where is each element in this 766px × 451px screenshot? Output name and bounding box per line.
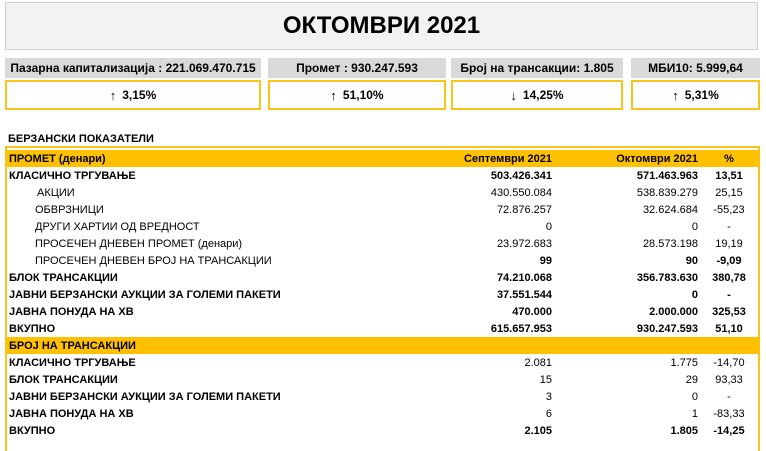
row-percent: 19,19 <box>715 237 743 250</box>
row-percent: - <box>727 288 731 301</box>
row-percent: -83,33 <box>713 407 745 420</box>
row-value: 74.210.068 <box>496 271 552 284</box>
row-percent: 380,78 <box>712 271 746 284</box>
row-percent: -14,70 <box>713 356 745 369</box>
row-label: БЛОК ТРАНСАКЦИИ <box>9 271 118 284</box>
row-value: 1 <box>691 407 698 420</box>
row-percent: 51,10 <box>715 322 743 335</box>
row-value: 37.551.544 <box>496 288 552 301</box>
row-value: 430.550.084 <box>490 186 552 199</box>
market-cap-label: Пазарна капитализација : 221.069.470.715 <box>5 58 261 78</box>
header-cell: ПРОМЕТ (денари) <box>7 150 364 167</box>
table-row <box>7 286 760 303</box>
row-value: 29 <box>685 373 698 386</box>
transactions-label: Број на трансакции: 1.805 <box>451 58 623 78</box>
row-value: 0 <box>691 220 698 233</box>
arrow-down-icon: ↓ <box>510 87 517 103</box>
row-percent: -55,23 <box>713 203 745 216</box>
arrow-up-icon: ↑ <box>330 87 337 103</box>
row-value: 2.000.000 <box>649 305 698 318</box>
row-label: БЛОК ТРАНСАКЦИИ <box>9 373 118 386</box>
table-row <box>7 218 760 235</box>
row-value: 538.839.279 <box>636 186 698 199</box>
row-value: 503.426.341 <box>490 169 552 182</box>
row-percent: - <box>727 220 731 233</box>
row-value: 72.876.257 <box>496 203 552 216</box>
turnover-change <box>268 80 446 110</box>
table-row <box>7 184 760 201</box>
row-value: 0 <box>691 390 698 403</box>
row-label: ОБВРЗНИЦИ <box>35 203 104 216</box>
turnover-change-value: 51,10% <box>342 88 384 102</box>
row-value: 0 <box>545 220 552 233</box>
row-label: ЈАВНИ БЕРЗАНСКИ АУКЦИИ ЗА ГОЛЕМИ ПАКЕТИ <box>9 390 281 403</box>
table-row <box>7 252 760 269</box>
header-cell: % <box>698 150 760 167</box>
turnover-label: Промет : 930.247.593 <box>268 58 446 78</box>
row-value: 99 <box>539 254 552 267</box>
arrow-up-icon: ↑ <box>109 87 117 103</box>
row-value: 3 <box>545 390 552 403</box>
turnover-header-row <box>7 150 760 167</box>
row-percent: 13,51 <box>715 169 743 182</box>
indicators-table <box>7 150 760 439</box>
transactions-header-row <box>7 337 760 354</box>
arrow-up-icon: ↑ <box>672 87 679 103</box>
row-value: 571.463.963 <box>636 169 698 182</box>
table-row <box>7 354 760 371</box>
row-label: ВКУПНО <box>9 424 56 437</box>
row-label: КЛАСИЧНО ТРГУВАЊЕ <box>9 169 136 182</box>
table-row-total <box>7 422 760 439</box>
row-label: ВКУПНО <box>9 322 56 335</box>
row-label: ЈАВНИ БЕРЗАНСКИ АУКЦИИ ЗА ГОЛЕМИ ПАКЕТИ <box>9 288 281 301</box>
table-row <box>7 235 760 252</box>
row-value: 1.805 <box>670 424 698 437</box>
market-cap-change <box>5 80 261 110</box>
row-value: 23.972.683 <box>496 237 552 250</box>
row-value: 356.783.630 <box>636 271 698 284</box>
row-value: 930.247.593 <box>636 322 698 335</box>
row-value: 15 <box>539 373 552 386</box>
table-row-total <box>7 320 760 337</box>
table-row <box>7 167 760 184</box>
row-value: 470.000 <box>512 305 552 318</box>
mbi10-label: МБИ10: 5.999,64 <box>631 58 760 78</box>
mbi10-change-value: 5,31% <box>684 88 719 102</box>
row-label: КЛАСИЧНО ТРГУВАЊЕ <box>9 356 136 369</box>
table-row <box>7 405 760 422</box>
row-label: АКЦИИ <box>37 186 75 199</box>
row-value: 2.081 <box>524 356 552 369</box>
market-cap-change-value: 3,15% <box>122 88 157 102</box>
row-value: 90 <box>685 254 698 267</box>
table-row <box>7 371 760 388</box>
table-row <box>7 388 760 405</box>
row-percent: 25,15 <box>715 186 743 199</box>
transactions-change-value: 14,25% <box>522 88 564 102</box>
row-percent: -14,25 <box>713 424 745 437</box>
header-cell: БРОЈ НА ТРАНСАКЦИИ <box>7 337 364 354</box>
row-value: 32.624.684 <box>642 203 698 216</box>
row-label: ЈАВНА ПОНУДА НА ХВ <box>9 305 134 318</box>
row-value: 0 <box>691 288 698 301</box>
table-row <box>7 269 760 286</box>
header-cell: Октомври 2021 <box>552 150 698 167</box>
table-row <box>7 303 760 320</box>
table-row <box>7 201 760 218</box>
row-label: ПРОСЕЧЕН ДНЕВЕН БРОЈ НА ТРАНСАКЦИИ <box>35 254 272 267</box>
row-label: ДРУГИ ХАРТИИ ОД ВРЕДНОСТ <box>35 220 200 233</box>
row-percent: 325,53 <box>712 305 746 318</box>
row-value: 6 <box>545 407 552 420</box>
transactions-change <box>451 80 623 110</box>
row-value: 615.657.953 <box>490 322 552 335</box>
row-percent: 93,33 <box>715 373 743 386</box>
row-value: 28.573.198 <box>642 237 698 250</box>
row-label: ПРОСЕЧЕН ДНЕВЕН ПРОМЕТ (денари) <box>35 237 243 250</box>
mbi10-change <box>631 80 760 110</box>
section-title: БЕРЗАНСКИ ПОКАЗАТЕЛИ <box>8 133 154 145</box>
row-label: ЈАВНА ПОНУДА НА ХВ <box>9 407 134 420</box>
header-cell: Септември 2021 <box>364 150 552 167</box>
page-title: ОКТОМВРИ 2021 <box>5 2 758 50</box>
row-percent: - <box>727 390 731 403</box>
row-percent: -9,09 <box>716 254 742 267</box>
row-value: 1.775 <box>670 356 698 369</box>
row-value: 2.105 <box>524 424 552 437</box>
